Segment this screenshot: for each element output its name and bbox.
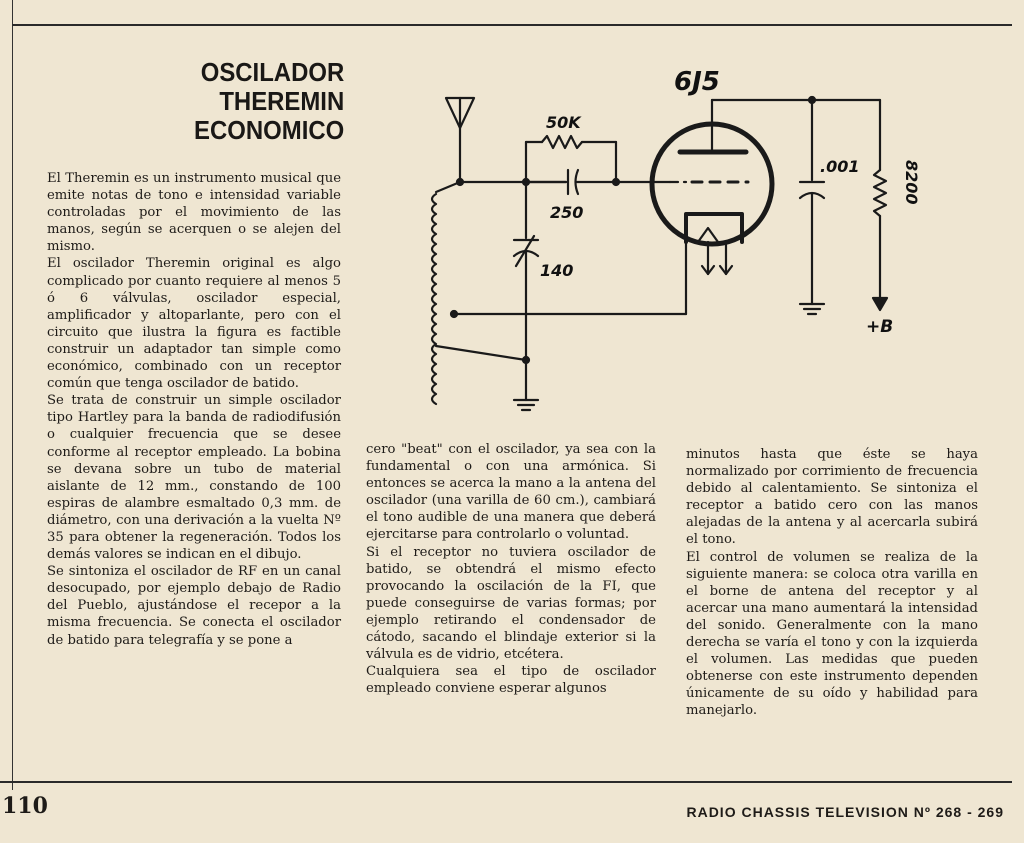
page-number: 110 bbox=[2, 793, 48, 819]
title-line-1: OSCILADOR bbox=[200, 57, 344, 87]
paragraph: Si el receptor no tuviera oscilador de batido, se obtendrá el mismo efecto provocando la oscilación de la FI, que puede conseguirse de varias formas; por ejemplo retirando el condensador de cátodo, sacando el blindaje exterior si la válvula es de vidrio, etcétera. bbox=[366, 544, 656, 663]
magazine-footer: RADIO CHASSIS TELEVISION Nº 268 - 269 bbox=[686, 804, 1004, 820]
tube-label: 6J5 bbox=[674, 67, 720, 97]
capacitor-001-label: .001 bbox=[820, 157, 860, 176]
oscillator-schematic bbox=[430, 60, 970, 420]
title-line-3: ECONOMICO bbox=[193, 115, 344, 145]
paragraph: cero "beat" con el oscilador, ya sea con la fundamental o con una armónica. Si entonces se acerca la mano a la antena del oscilador (una varilla de 60 cm.), cambiará el tono audible de una manera que deberá ejercitarse para controlarlo o voluntad. bbox=[366, 442, 656, 543]
title-line-2: THEREMIN bbox=[219, 86, 344, 116]
paragraph: El oscilador Theremin original es algo complicado por cuanto requiere al menos 5 ó 6 válvulas, oscilador especial, amplificador y altoparlante, pero con el circuito que ilustra la figura es factible construir un adaptador tan simple como económico, combinado con un receptor común que tenga oscilador de batido. bbox=[47, 256, 341, 392]
resistor-50k bbox=[542, 136, 582, 148]
article-title bbox=[181, 58, 344, 145]
capacitor-250-label: 250 bbox=[550, 203, 584, 222]
resistor-50k-label: 50K bbox=[546, 113, 581, 132]
resistor-8200 bbox=[874, 170, 886, 216]
paragraph: El control de volumen se realiza de la siguiente manera: se coloca otra varilla en el borne de antena del receptor y al acercar una mano aumentará la intensidad del sonido. Generalmente con la mano derecha se varía el tono y con la izquierda el volumen. Las medidas que pueden obtenerse con este instrumento dependen únicamente de su oído y habilidad para manejarlo. bbox=[686, 549, 978, 719]
capacitor-140-label: 140 bbox=[540, 261, 574, 280]
top-rule bbox=[12, 24, 1012, 26]
text-column-1 bbox=[47, 170, 341, 649]
bottom-rule bbox=[0, 781, 1012, 783]
paragraph: minutos hasta que éste se haya normalizado por corrimiento de frecuencia debido al calentamiento. Se sintoniza el receptor a batido cero con las manos alejadas de la antena y al acercarla subirá el tono. bbox=[686, 447, 978, 548]
paragraph: Cualquiera sea el tipo de oscilador empleado conviene esperar algunos bbox=[366, 664, 656, 697]
paragraph: Se trata de construir un simple oscilador tipo Hartley para la banda de radiodifusión o cualquier frecuencia que se desee conforme al receptor empleado. La bobina se devana sobre un tubo de material aislante de 12 mm., constando de 100 espiras de alambre esmaltado 0,3 mm. de diámetro, con una derivación a la vuelta Nº 35 para obtener la regeneración. Todos los demás valores se indican en el dibujo. bbox=[47, 393, 341, 563]
paragraph: El Theremin es un instrumento musical que emite notas de tono e intensidad variable controladas por el movimiento de las manos, según se acerquen o se alejen del mismo. bbox=[47, 171, 341, 255]
text-column-3 bbox=[686, 446, 978, 720]
resistor-8200-label: 8200 bbox=[902, 160, 921, 205]
hartley-coil bbox=[432, 194, 436, 404]
supply-label: +B bbox=[866, 317, 894, 337]
text-column-2 bbox=[366, 441, 656, 697]
paragraph: Se sintoniza el oscilador de RF en un canal desocupado, por ejemplo debajo de Radio del Pueblo, ajustándose el recepor a la misma frecuencia. Se conecta el oscilador de batido para telegrafía y se pone a bbox=[47, 564, 341, 648]
